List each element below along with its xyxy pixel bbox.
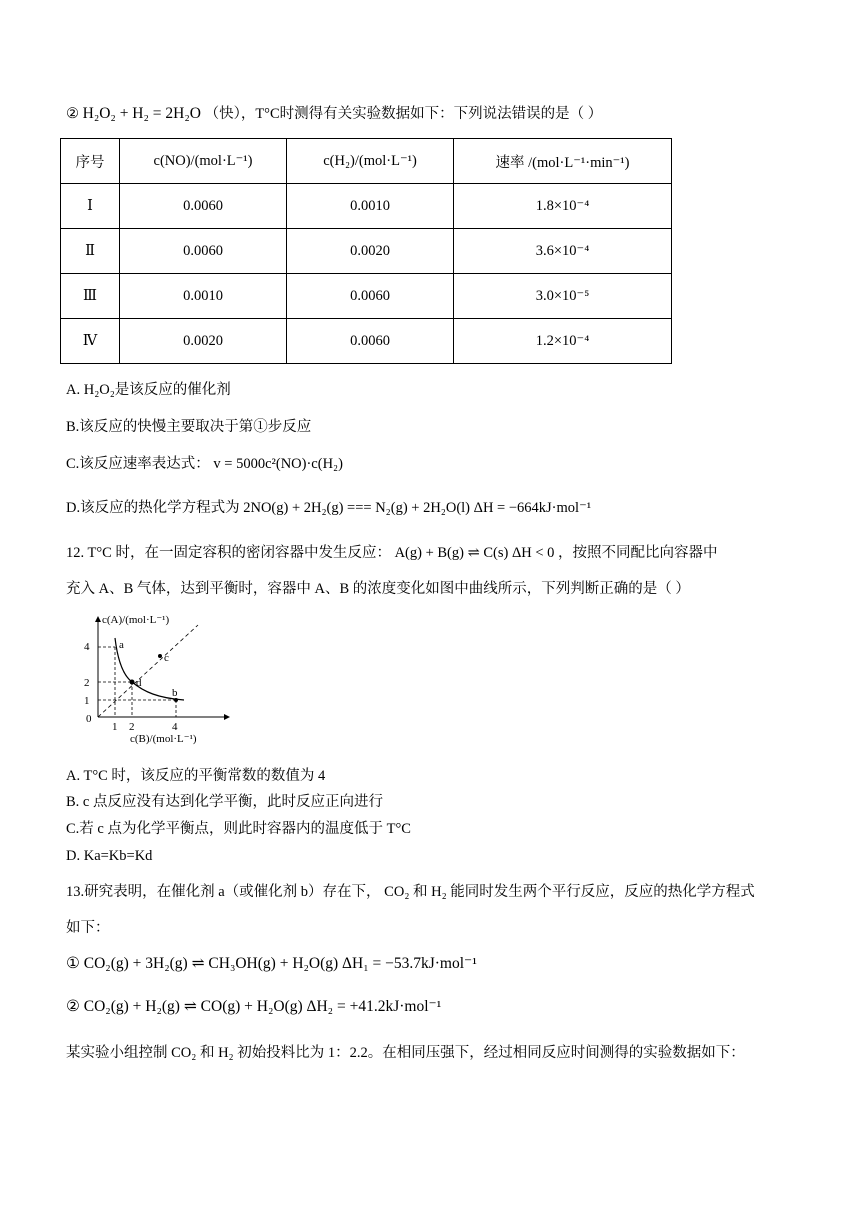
x-axis-label: c(B)/(mol·L⁻¹) bbox=[130, 733, 197, 745]
q11-option-c: C.该反应速率表达式： v = 5000c²(NO)·c(H₂) bbox=[66, 456, 343, 472]
table-row bbox=[61, 274, 672, 319]
step2-equation: H₂O₂ + H₂ = 2H₂O bbox=[82, 105, 201, 122]
table-row bbox=[61, 184, 672, 229]
point-label: d bbox=[136, 677, 142, 689]
q12-option-b: B. c 点反应没有达到化学平衡，此时反应正向进行 bbox=[66, 794, 383, 810]
table-header-cell: c(NO)/(mol·L⁻¹) bbox=[120, 139, 287, 184]
diagonal-dashed-line bbox=[98, 625, 198, 717]
x-tick-label: 2 bbox=[129, 721, 135, 733]
q13-equation-1: ① CO₂(g) + 3H₂(g) ⇌ CH₃OH(g) + H₂O(g) ΔH₁ = −53.7kJ·mol⁻¹ bbox=[66, 955, 477, 972]
table-row bbox=[61, 319, 672, 364]
step2-label: ② bbox=[66, 106, 79, 122]
table-header-cell: c(H₂)/(mol·L⁻¹) bbox=[287, 139, 454, 184]
table-cell: 0.0010 bbox=[120, 274, 287, 319]
concentration-graph bbox=[66, 608, 236, 756]
table-cell: 3.0×10⁻⁵ bbox=[454, 274, 672, 319]
step2-text: （快），T°C时测得有关实验数据如下：下列说法错误的是（ ） bbox=[204, 106, 603, 122]
q11-option-d: D.该反应的热化学方程式为 2NO(g) + 2H₂(g) === N₂(g) + 2H₂O(l) ΔH = −664kJ·mol⁻¹ bbox=[66, 500, 592, 516]
x-tick-label: 1 bbox=[112, 721, 118, 733]
table-cell: 0.0010 bbox=[287, 184, 454, 229]
q11-option-b: B.该反应的快慢主要取决于第①步反应 bbox=[66, 419, 312, 435]
table-cell: Ⅳ bbox=[61, 319, 120, 364]
table-cell: Ⅲ bbox=[61, 274, 120, 319]
table-cell: 0.0060 bbox=[287, 274, 454, 319]
q13-stem-line2: 如下： bbox=[66, 920, 110, 936]
rate-data-table bbox=[60, 138, 672, 364]
table-cell: 0.0060 bbox=[287, 319, 454, 364]
table-cell: 1.8×10⁻⁴ bbox=[454, 184, 672, 229]
x-axis-arrow bbox=[224, 714, 230, 720]
y-tick-label: 4 bbox=[84, 641, 90, 653]
y-tick-label: 1 bbox=[84, 695, 90, 707]
q12-option-c: C.若 c 点为化学平衡点，则此时容器内的温度低于 T°C bbox=[66, 821, 411, 837]
y-axis-label: c(A)/(mol·L⁻¹) bbox=[102, 614, 170, 626]
q11-option-a: A. H₂O₂是该反应的催化剂 bbox=[66, 382, 231, 398]
point-label: b bbox=[172, 687, 178, 699]
q11-step2-line bbox=[66, 104, 602, 124]
q13-stem-line1: 13.研究表明，在催化剂 a（或催化剂 b）存在下， CO₂ 和 H₂ 能同时发生两个平行反应，反应的热化学方程式 bbox=[66, 884, 755, 900]
table-cell: Ⅱ bbox=[61, 229, 120, 274]
y-tick-label: 0 bbox=[86, 713, 92, 725]
q12-stem-line1: 12. T°C 时，在一固定容积的密闭容器中发生反应： A(g) + B(g) ⇌ C(s) ΔH < 0 ，按照不同配比向容器中 bbox=[66, 545, 718, 561]
table-cell: 0.0060 bbox=[120, 184, 287, 229]
y-axis-arrow bbox=[95, 616, 101, 622]
table-cell: 1.2×10⁻⁴ bbox=[454, 319, 672, 364]
table-header-row bbox=[61, 139, 672, 184]
table-cell: 0.0020 bbox=[120, 319, 287, 364]
point-d bbox=[130, 680, 135, 685]
table-cell: 3.6×10⁻⁴ bbox=[454, 229, 672, 274]
q12-stem-line2: 充入 A、B 气体，达到平衡时，容器中 A、B 的浓度变化如图中曲线所示，下列判断正确的是（ ） bbox=[66, 581, 690, 597]
table-cell: 0.0020 bbox=[287, 229, 454, 274]
table-cell: 0.0060 bbox=[120, 229, 287, 274]
x-tick-label: 4 bbox=[172, 721, 178, 733]
q13-stem-line3: 某实验小组控制 CO₂ 和 H₂ 初始投料比为 1：2.2。在相同压强下，经过相同反应时间测得的实验数据如下： bbox=[66, 1045, 745, 1061]
q12-option-a: A. T°C 时，该反应的平衡常数的数值为 4 bbox=[66, 768, 326, 784]
q12-option-d: D. Ka=Kb=Kd bbox=[66, 848, 153, 864]
point-c bbox=[158, 654, 162, 658]
point-label: c bbox=[164, 652, 169, 664]
table-header-cell: 速率 /(mol·L⁻¹·min⁻¹) bbox=[454, 139, 672, 184]
table-header-cell: 序号 bbox=[61, 139, 120, 184]
y-tick-label: 2 bbox=[84, 677, 90, 689]
q13-equation-2: ② CO₂(g) + H₂(g) ⇌ CO(g) + H₂O(g) ΔH₂ = +41.2kJ·mol⁻¹ bbox=[66, 998, 442, 1015]
point-label: a bbox=[119, 639, 124, 651]
table-row bbox=[61, 229, 672, 274]
table-cell: Ⅰ bbox=[61, 184, 120, 229]
